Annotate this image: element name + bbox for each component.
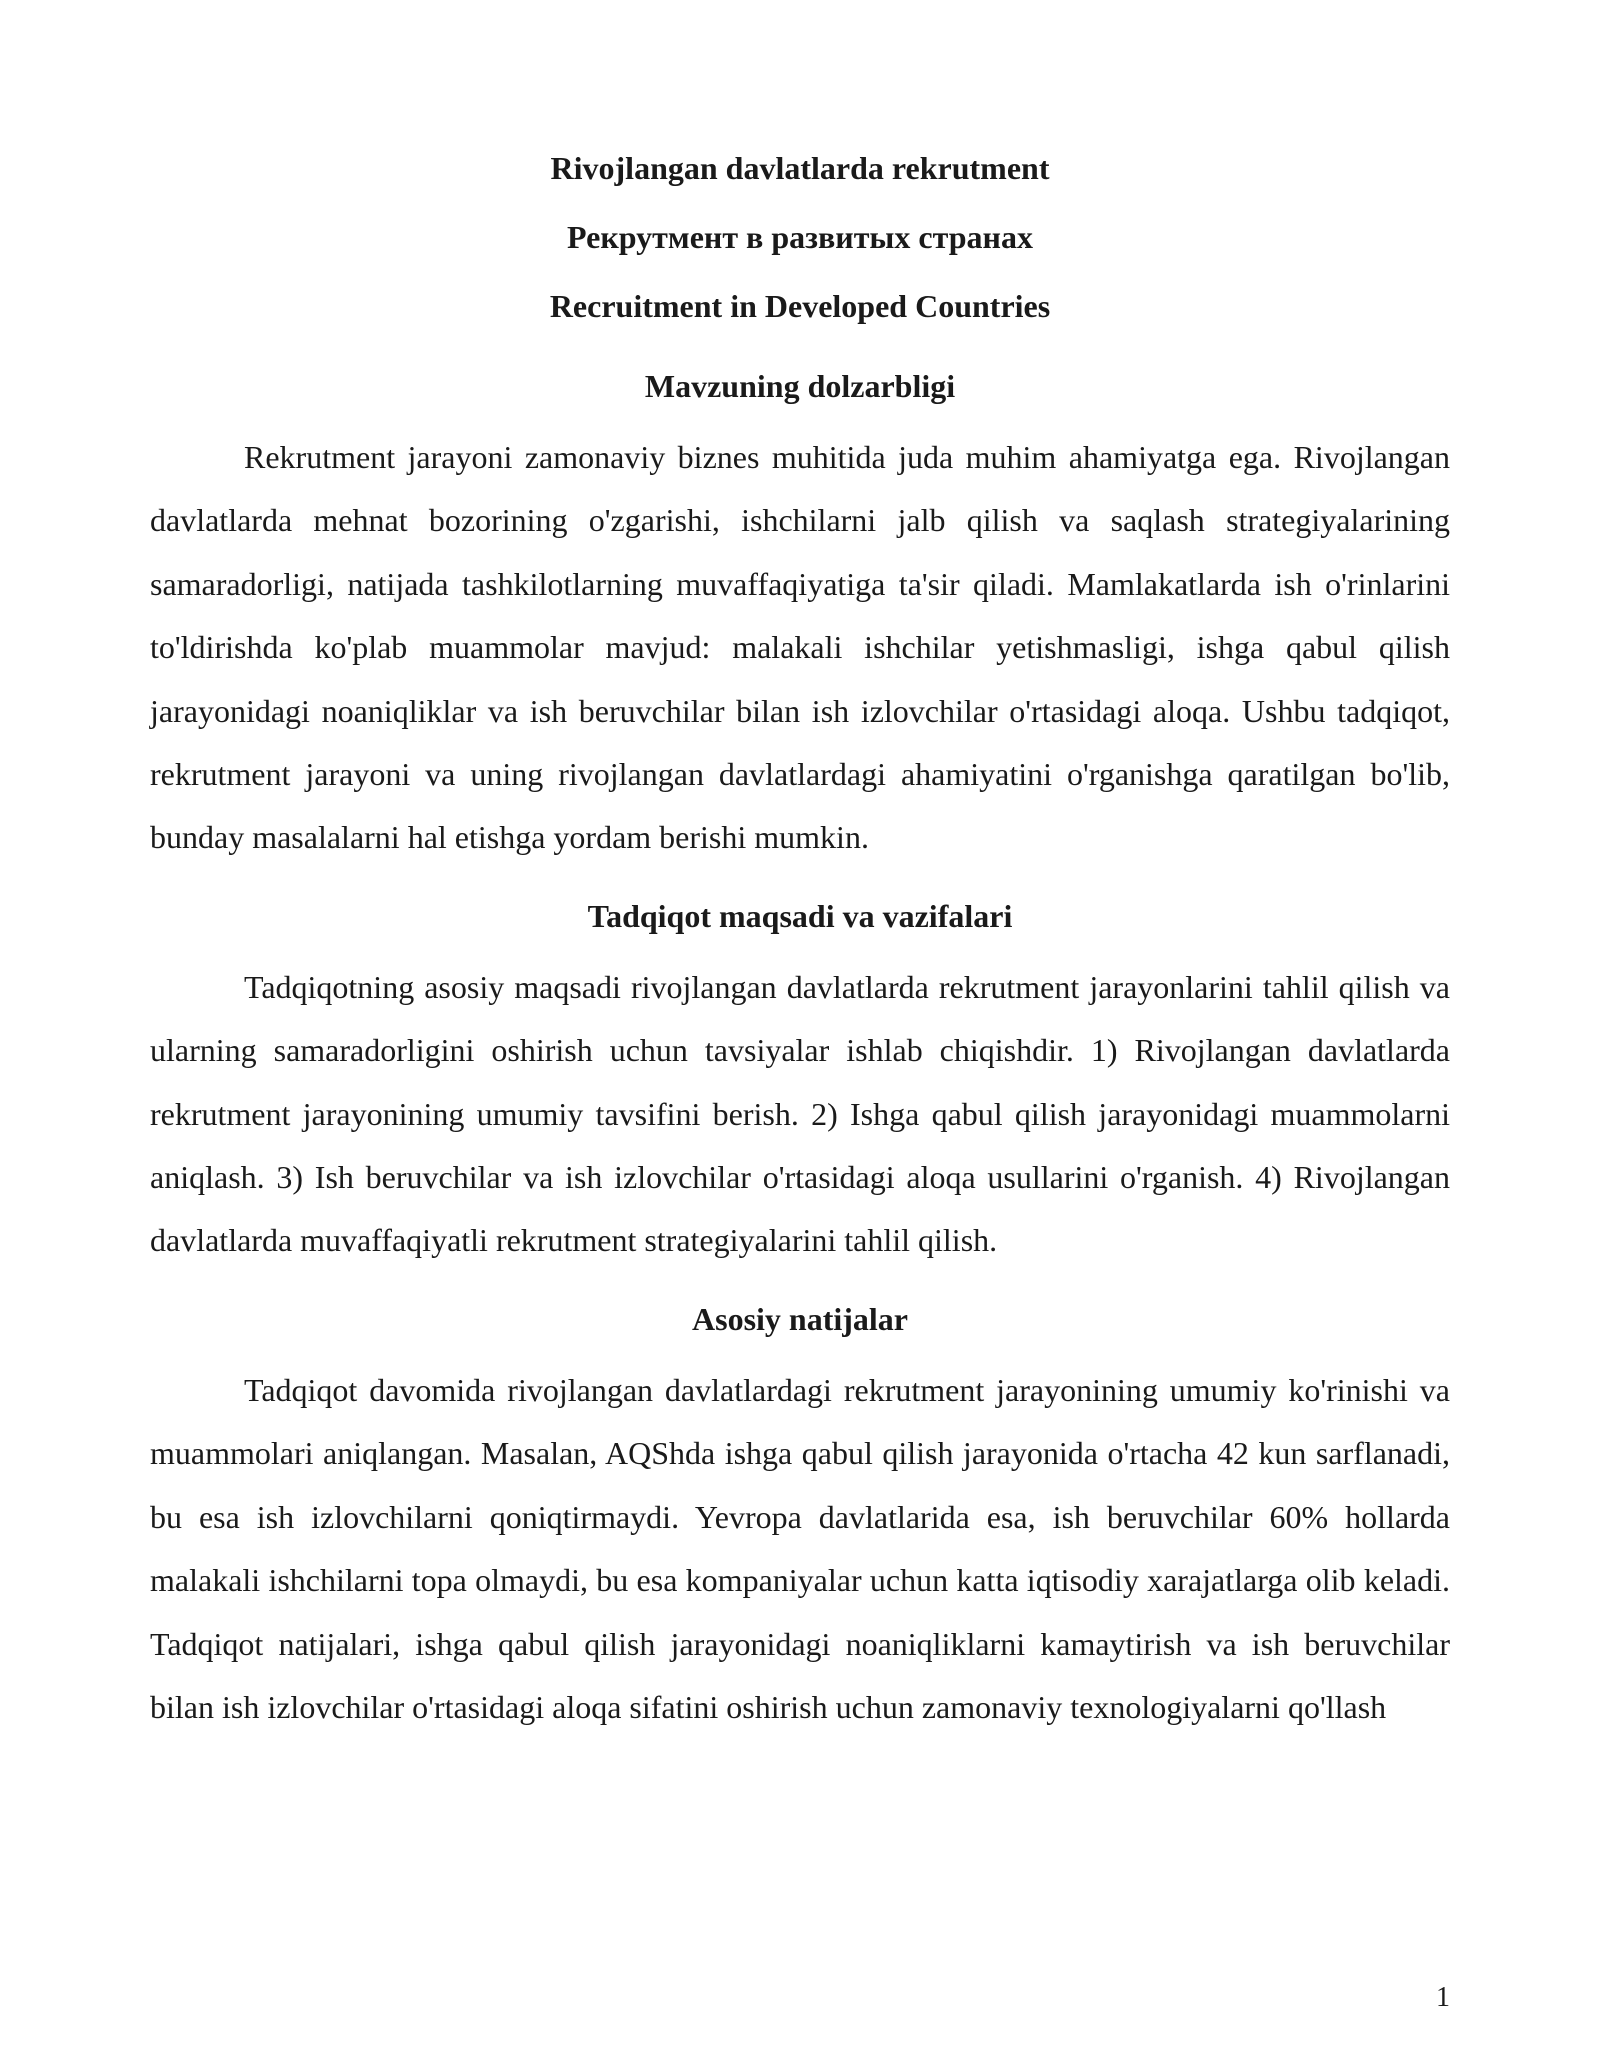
title-english: Recruitment in Developed Countries <box>549 288 1051 324</box>
document-page <box>150 148 1450 1765</box>
section-paragraph-results: Tadqiqot davomida rivojlangan davlatlardagi rekrutment jarayonining umumiy ko'rinishi va muammolari aniqlangan. Masalan, AQShda ishga qabul qilish jarayonida o'rtacha 42 kun sarflanadi, bu esa ish izlovchilarni qoniqtirmaydi. Yevropa davlatlarida esa, ish beruvchilar 60% hollarda malakali ishchilarni topa olmaydi, bu esa kompaniyalar uchun katta iqtisodiy xarajatlarga olib keladi. Tadqiqot natijalari, ishga qabul qilish jarayonidagi noaniqliklarni kamaytirish va ish beruvchilar bilan ish izlovchilar o'rtasidagi aloqa sifatini oshirish uchun zamonaviy texnologiyalarni qo'llash <box>150 1371 1450 1725</box>
section-paragraph-goals: Tadqiqotning asosiy maqsadi rivojlangan davlatlarda rekrutment jarayonlarini tahlil qilish va ularning samaradorligini oshirish uchun tavsiyalar ishlab chiqishdir. 1) Rivojlangan davlatlarda rekrutment jarayonining umumiy tavsifini berish. 2) Ishga qabul qilish jarayonidagi muammolarni aniqlash. 3) Ish beruvchilar va ish izlovchilar o'rtasidagi aloqa usullarini o'rganish. 4) Rivojlangan davlatlarda muvaffaqiyatli rekrutment strategiyalarini tahlil qilish. <box>150 968 1450 1259</box>
title-uzbek: Rivojlangan davlatlarda rekrutment <box>550 150 1050 186</box>
section-heading-results: Asosiy natijalar <box>692 1300 908 1337</box>
section-heading-goals: Tadqiqot maqsadi va vazifalari <box>587 897 1013 934</box>
title-russian: Рекрутмент в развитых странах <box>567 219 1033 255</box>
section-heading-relevance: Mavzuning dolzarbligi <box>644 368 956 404</box>
section-paragraph-relevance: Rekrutment jarayoni zamonaviy biznes muhitida juda muhim ahamiyatga ega. Rivojlangan davlatlarda mehnat bozorining o'zgarishi, ishchilarni jalb qilish va saqlash strategiyalarining samaradorligi, natijada tashkilotlarning muvaffaqiyatiga ta'sir qiladi. Mamlakatlarda ish o'rinlarini to'ldirishda ko'plab muammolar mavjud: malakali ishchilar yetishmasligi, ishga qabul qilish jarayonidagi noaniqliklar va ish beruvchilar bilan ish izlovchilar o'rtasidagi aloqa. Ushbu tadqiqot, rekrutment jarayoni va uning rivojlangan davlatlardagi ahamiyatini o'rganishga qaratilgan bo'lib, bunday masalalarni hal etishga yordam berishi mumkin. <box>150 439 1450 856</box>
page-number: 1 <box>1436 1982 1450 2013</box>
